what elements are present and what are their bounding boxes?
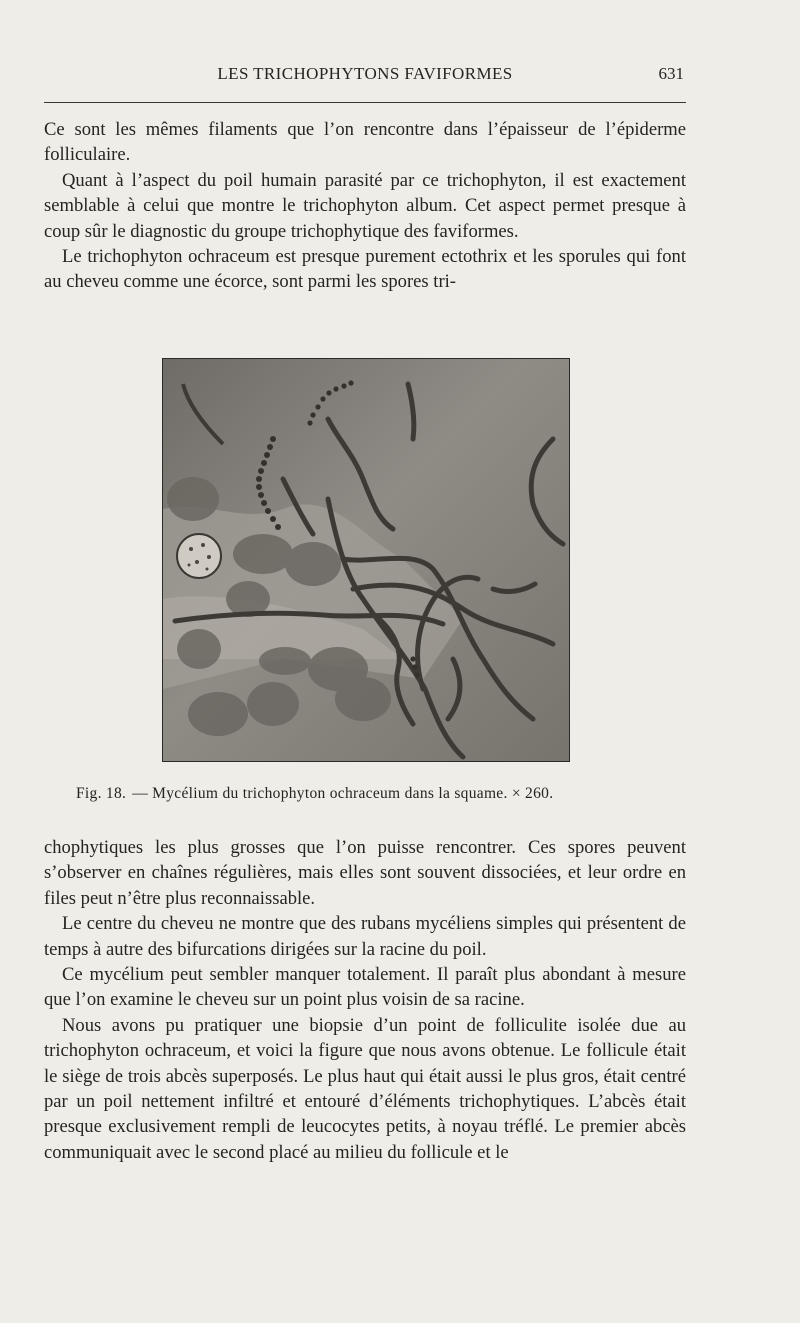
figure-label: Fig. 18. (76, 785, 127, 802)
paragraph: Ce mycélium peut sembler manquer totalement. Il paraît plus abondant à mesure que l’on examine le cheveu sur un point plus voisin de sa racine. (44, 964, 686, 1011)
paragraph: Le centre du cheveu ne montre que des rubans mycéliens simples qui présentent de temps à autre des bifurcations dirigées sur la racine du poil. (44, 913, 686, 960)
figure-caption-text: — Mycélium du trichophyton ochraceum dans la squame. × 260. (132, 785, 554, 802)
paragraph: Nous avons pu pratiquer une biopsie d’un point de folliculite isolée due au trichophyton ochraceum, et voici la figure que nous avons obtenue. Le follicule était le siège de trois abcès superposés. Le plus haut qui était aussi le plus gros, était centré par un poil nettement infiltré et entouré d’éléments trichophytiques. L’abcès était presque exclusivement rempli de leucocytes petits, à noyau tréflé. Le premier abcès communiquait avec le second placé au milieu du follicule et le (44, 1014, 686, 1163)
running-head (44, 64, 686, 88)
page-number: 631 (658, 64, 684, 83)
figure-caption (76, 785, 696, 803)
micrograph-illustration (163, 359, 569, 761)
running-title: LES TRICHOPHYTONS FAVIFORMES (217, 64, 513, 83)
paragraph: Le trichophyton ochraceum est presque purement ectothrix et les sporules qui font au cheveu comme une écorce, sont parmi les spores tri- (44, 246, 686, 293)
text-block-top (44, 117, 686, 295)
paragraph: Quant à l’aspect du poil humain parasité par ce trichophyton, il est exactement semblable à celui que montre le trichophyton album. Cet aspect permet presque à coup sûr le diagnostic du groupe trichophytique des faviformes. (44, 169, 686, 242)
paragraph: Ce sont les mêmes filaments que l’on rencontre dans l’épaisseur de l’épiderme folliculaire. (44, 119, 686, 166)
text-block-bottom (44, 835, 686, 1165)
micrograph-figure (162, 358, 570, 762)
paragraph: chophytiques les plus grosses que l’on puisse rencontrer. Ces spores peuvent s’observer en chaînes régulières, mais elles sont souvent dissociées, et leur ordre en files peut n’être plus reconnaissable. (44, 837, 686, 909)
header-rule (44, 102, 686, 103)
